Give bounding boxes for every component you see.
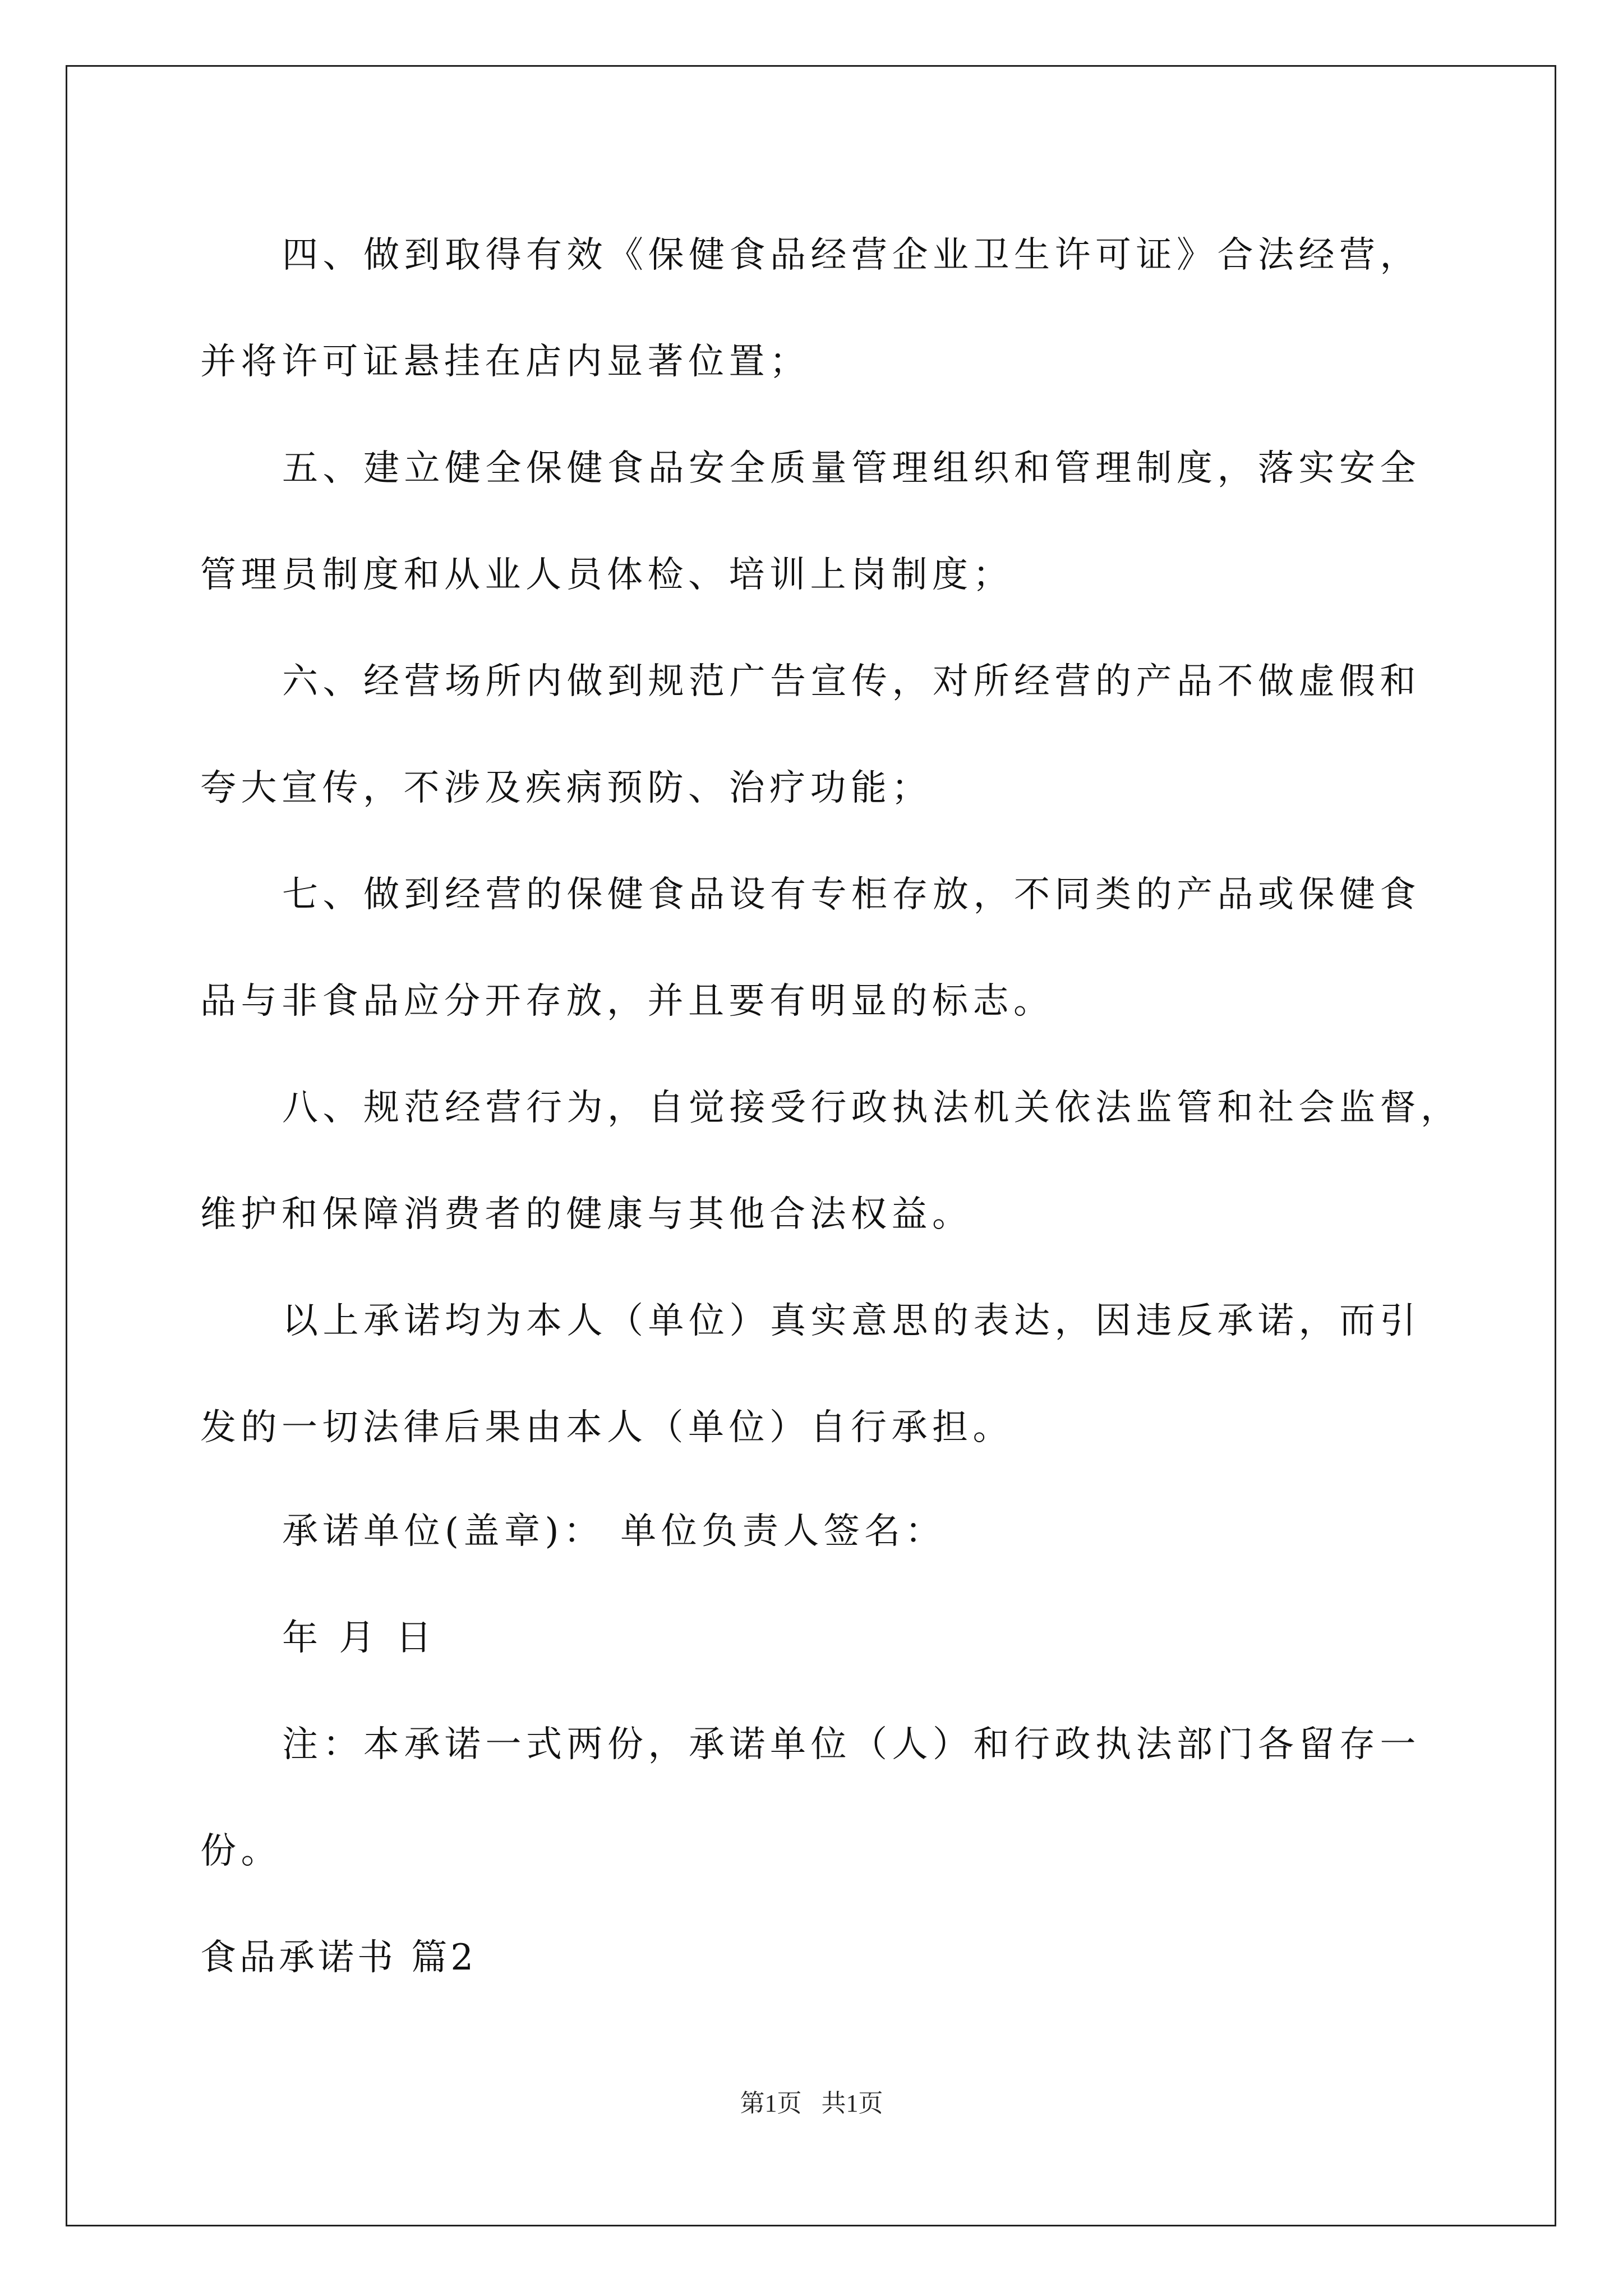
note-line-1: 注：本承诺一式两份，承诺单位（人）和行政执法部门各留存一 (282, 1724, 1421, 1765)
clause-8-line-2: 维护和保障消费者的健康与其他合法权益。 (200, 1194, 973, 1235)
page-number: 第1页 (740, 2090, 802, 2117)
signature-line: 承诺单位(盖章)： 单位负责人签名： (282, 1511, 946, 1552)
clause-6-line-1: 六、经营场所内做到规范广告宣传，对所经营的产品不做虚假和 (282, 661, 1421, 702)
page-footer (0, 2088, 1623, 2119)
declaration-line-2: 发的一切法律后果由本人（单位）自行承担。 (200, 1407, 1013, 1448)
declaration-line-1: 以上承诺均为本人（单位）真实意思的表达，因违反承诺，而引 (282, 1300, 1421, 1342)
date-line: 年 月 日 (282, 1617, 437, 1659)
clause-5-line-2: 管理员制度和从业人员体检、培训上岗制度； (200, 554, 1013, 596)
section-heading: 食品承诺书 篇2 (200, 1937, 477, 1978)
page-total: 共1页 (821, 2090, 883, 2117)
clause-5-line-1: 五、建立健全保健食品安全质量管理组织和管理制度，落实安全 (282, 448, 1421, 489)
clause-4-line-2: 并将许可证悬挂在店内显著位置； (200, 341, 810, 383)
clause-4-line-1: 四、做到取得有效《保健食品经营企业卫生许可证》合法经营， (282, 234, 1421, 276)
clause-8-line-1: 八、规范经营行为，自觉接受行政执法机关依法监管和社会监督， (282, 1087, 1461, 1129)
note-line-2: 份。 (200, 1830, 282, 1872)
clause-7-line-2: 品与非食品应分开存放，并且要有明显的标志。 (200, 981, 1054, 1022)
clause-6-line-2: 夸大宣传，不涉及疾病预防、治疗功能； (200, 767, 932, 809)
clause-7-line-1: 七、做到经营的保健食品设有专柜存放，不同类的产品或保健食 (282, 874, 1421, 915)
page-border (66, 65, 1556, 2226)
